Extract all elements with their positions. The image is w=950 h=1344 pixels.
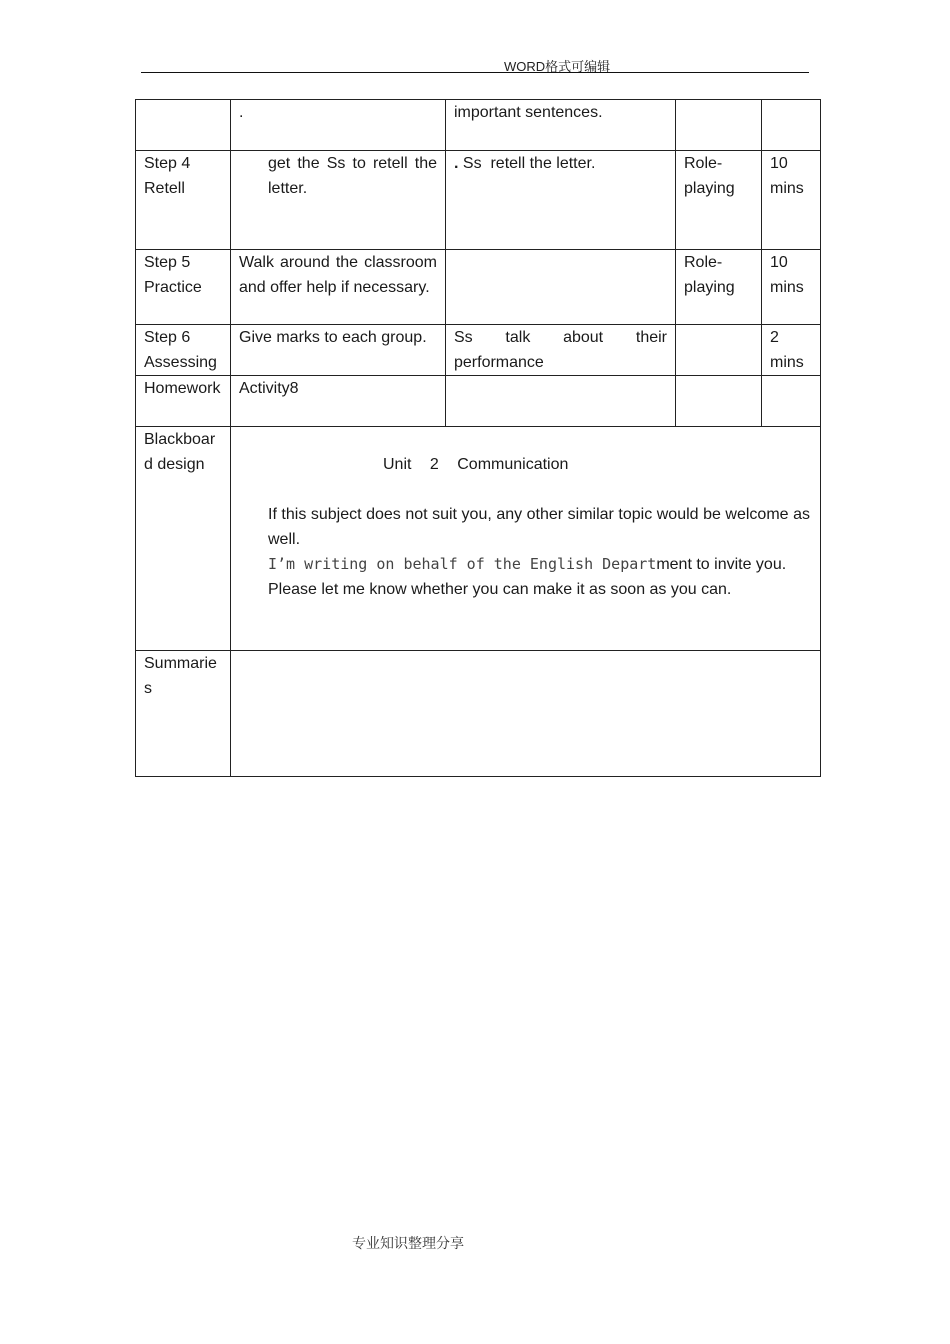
step-cell: Step 5 Practice [136,250,231,325]
time-cell: 2 mins [762,325,821,376]
student-activity-cell [446,151,676,250]
blackboard-line [268,552,810,577]
table-row [136,325,821,376]
summaries-content [231,651,821,777]
table-row [136,100,821,151]
page-footer: 专业知识整理分享 [352,1236,464,1252]
method-cell [676,100,762,151]
table-row [136,151,821,250]
student-activity-cell [446,250,676,325]
blackboard-line-rest: ment to invite you. [656,556,787,573]
step-cell: Homework [136,376,231,427]
blackboard-line: Please let me know whether you can make it as soon as you can. [268,581,732,598]
blackboard-title: Unit 2 Communication [383,456,569,473]
time-cell: 10 mins [762,250,821,325]
table-row [136,250,821,325]
table-row [136,376,821,427]
blackboard-line: If this subject does not suit you, any other similar topic would be welcome as well. [268,506,810,548]
method-cell [676,325,762,376]
step-cell [136,100,231,151]
summaries-label: Summaries [136,651,231,777]
teacher-activity-cell: . [231,100,446,151]
method-cell: Role-playing [676,250,762,325]
method-cell: Role-playing [676,151,762,250]
time-cell [762,376,821,427]
student-activity-text: Ss retell the letter. [462,155,596,172]
method-cell [676,376,762,427]
step-cell: Step 4 Retell [136,151,231,250]
student-activity-cell: important sentences. [446,100,676,151]
summaries-row [136,651,821,777]
blackboard-row [136,427,821,651]
teacher-activity-cell: Give marks to each group. [231,325,446,376]
page-header: WORD格式可编辑 [504,59,611,74]
time-cell [762,100,821,151]
step-cell: Step 6 Assessing [136,325,231,376]
blackboard-line-mono: I’m writing on behalf of the English Depart [268,555,657,573]
bullet-dot: . [454,155,459,172]
student-activity-cell: Ss talk about their performance [446,325,676,376]
header-rule [141,72,809,73]
teacher-activity-cell: get the Ss to retell the letter. [231,151,446,250]
lesson-plan-table [135,99,821,777]
teacher-activity-cell: Walk around the classroom and offer help if necessary. [231,250,446,325]
student-activity-cell [446,376,676,427]
teacher-activity-cell: Activity8 [231,376,446,427]
blackboard-label: Blackboard design [136,427,231,651]
time-cell: 10 mins [762,151,821,250]
blackboard-content [231,427,821,651]
